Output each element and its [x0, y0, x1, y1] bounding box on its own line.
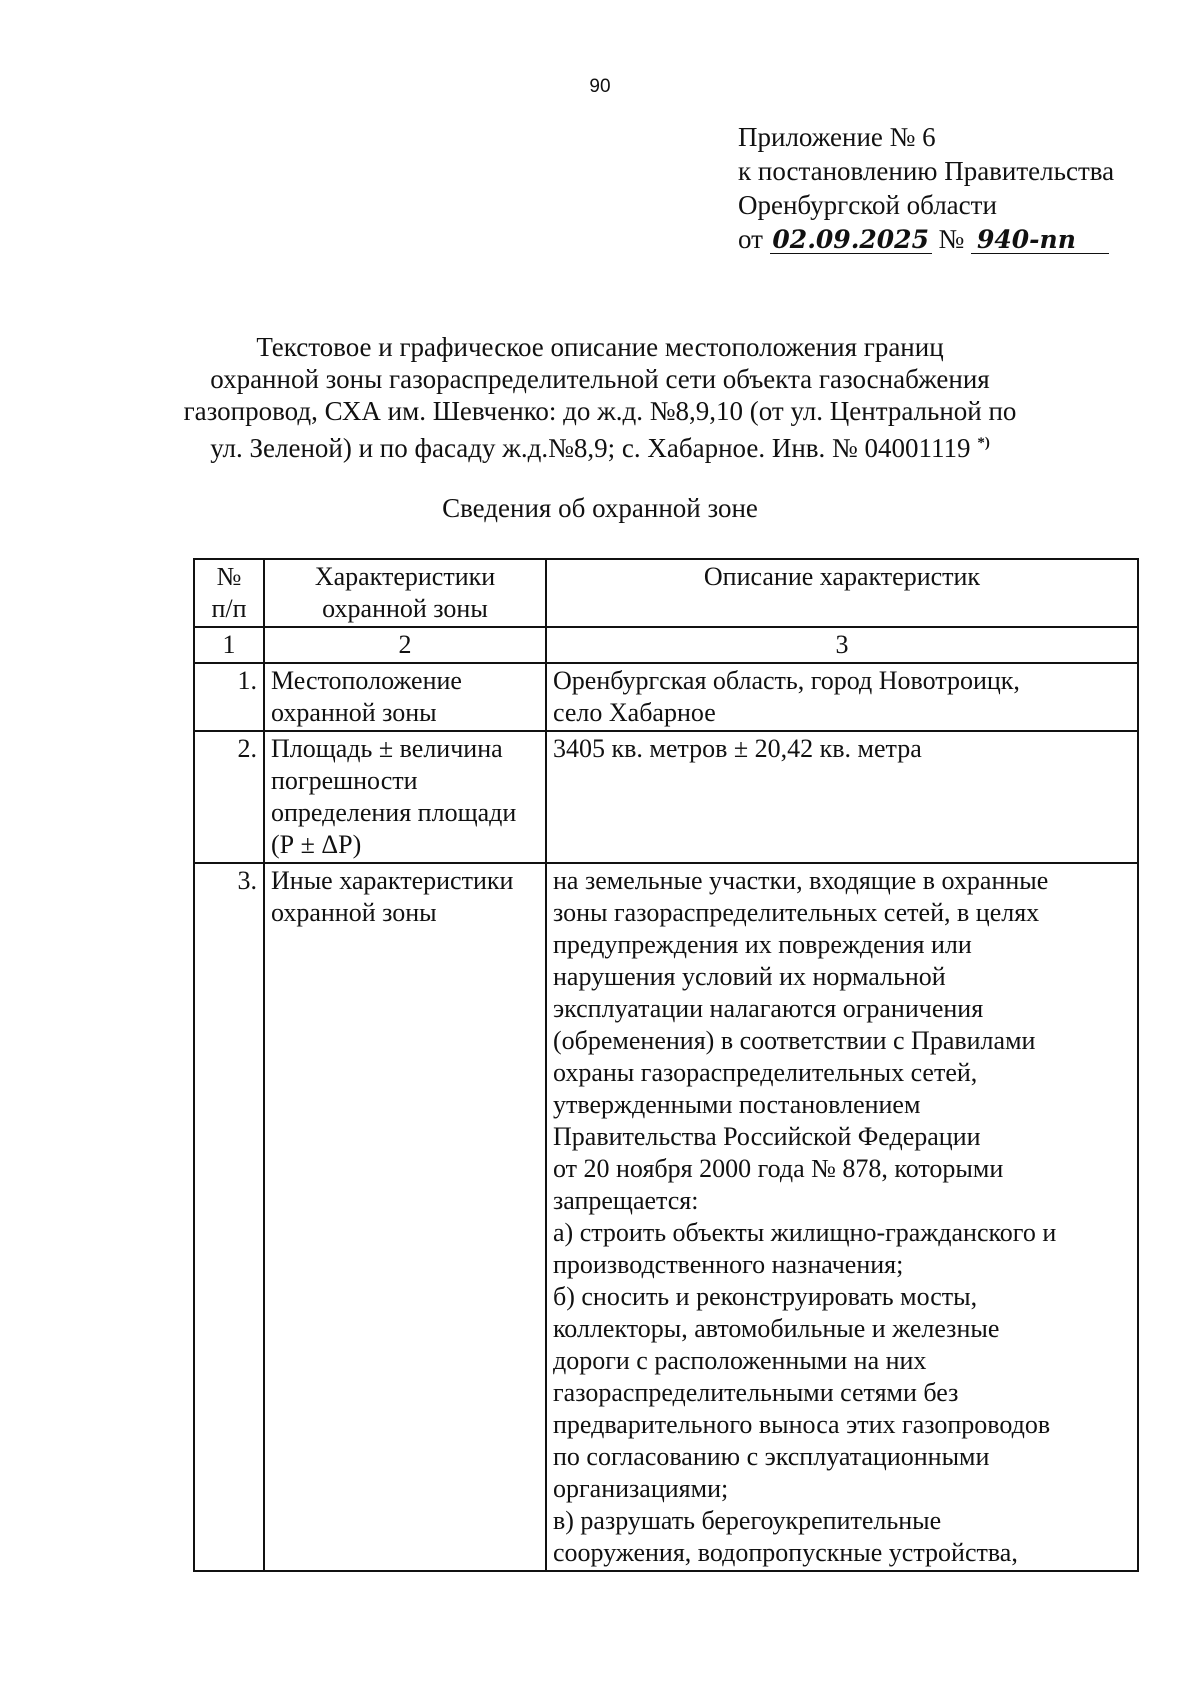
number-label: №	[938, 224, 965, 254]
appendix-number: Приложение № 6	[738, 122, 936, 152]
description-line: зоны газораспределительных сетей, в целях	[553, 898, 1040, 927]
title-footnote: *)	[977, 435, 990, 451]
description-line: предварительного выноса этих газопроводов	[553, 1410, 1051, 1439]
page-number: 90	[589, 76, 611, 97]
description-line: сооружения, водопропускные устройства,	[553, 1538, 1018, 1567]
title-line: Текстовое и графическое описание местоположения границ	[256, 332, 944, 362]
section-title: Сведения об охранной зоне	[442, 493, 758, 523]
protection-zone-table	[193, 558, 1139, 1572]
header-characteristics: Характеристики охранной зоны	[264, 559, 546, 627]
row-num: 1.	[194, 663, 264, 731]
description-line: предупреждения их повреждения или	[553, 930, 972, 959]
table-header-row	[194, 559, 1138, 627]
index-cell: 1	[194, 627, 264, 663]
table-index-row	[194, 627, 1138, 663]
description-line: нарушения условий их нормальной	[553, 962, 946, 991]
table-row	[194, 863, 1138, 1571]
description-line: газораспределительными сетями без	[553, 1378, 959, 1407]
description-line: утвержденными постановлением	[553, 1090, 921, 1119]
description-line: коллекторы, автомобильные и железные	[553, 1314, 1000, 1343]
row-value: 3405 кв. метров ± 20,42 кв. метра	[546, 731, 1138, 863]
description-line: (обременения) в соответствии с Правилами	[553, 1026, 1036, 1055]
description-line: Правительства Российской Федерации	[553, 1122, 981, 1151]
description-line: в) разрушать берегоукрепительные	[553, 1506, 942, 1535]
table-row	[194, 663, 1138, 731]
title-line: газопровод, СХА им. Шевченко: до ж.д. №8,9,10 (от ул. Центральной по	[183, 396, 1017, 426]
appendix-region: Оренбургской области	[738, 190, 997, 220]
from-label: от	[738, 224, 763, 254]
description-line: по согласованию с эксплуатационными	[553, 1442, 990, 1471]
handwritten-date: 02.09.2025	[770, 227, 932, 254]
header-num: № п/п	[194, 559, 264, 627]
appendix-date-line	[738, 222, 1114, 256]
description-line: организациями;	[553, 1474, 729, 1503]
description-line: охраны газораспределительных сетей,	[553, 1058, 978, 1087]
appendix-resolution: к постановлению Правительства	[738, 156, 1115, 186]
description-line: б) сносить и реконструировать мосты,	[553, 1282, 978, 1311]
row-name: Местоположение охранной зоны	[264, 663, 546, 731]
description-line: а) строить объекты жилищно-гражданского и	[553, 1218, 1057, 1247]
table-row	[194, 731, 1138, 863]
row-num: 2.	[194, 731, 264, 863]
row-value: Оренбургская область, город Новотроицк, село Хабарное	[546, 663, 1138, 731]
row-value	[546, 863, 1138, 1571]
description-line: дороги с расположенными на них	[553, 1346, 927, 1375]
handwritten-number: 940-пп	[971, 227, 1109, 254]
description-line: запрещается:	[553, 1186, 699, 1215]
title-line-last: ул. Зеленой) и по фасаду ж.д.№8,9; с. Хабарное. Инв. № 04001119 *)	[210, 433, 990, 463]
description-line: производственного назначения;	[553, 1250, 904, 1279]
description-line: эксплуатации налагаются ограничения	[553, 994, 984, 1023]
row-name: Иные характеристики охранной зоны	[264, 863, 546, 1571]
index-cell: 2	[264, 627, 546, 663]
row-num: 3.	[194, 863, 264, 1571]
index-cell: 3	[546, 627, 1138, 663]
title-line: охранной зоны газораспределительной сети объекта газоснабжения	[210, 364, 990, 394]
row-name: Площадь ± величина погрешности определения площади (Р ± ΔР)	[264, 731, 546, 863]
appendix-header	[738, 120, 1114, 256]
description-line: на земельные участки, входящие в охранные	[553, 866, 1049, 895]
description-line: от 20 ноября 2000 года № 878, которыми	[553, 1154, 1004, 1183]
document-title	[0, 331, 1200, 464]
header-description: Описание характеристик	[546, 559, 1138, 627]
